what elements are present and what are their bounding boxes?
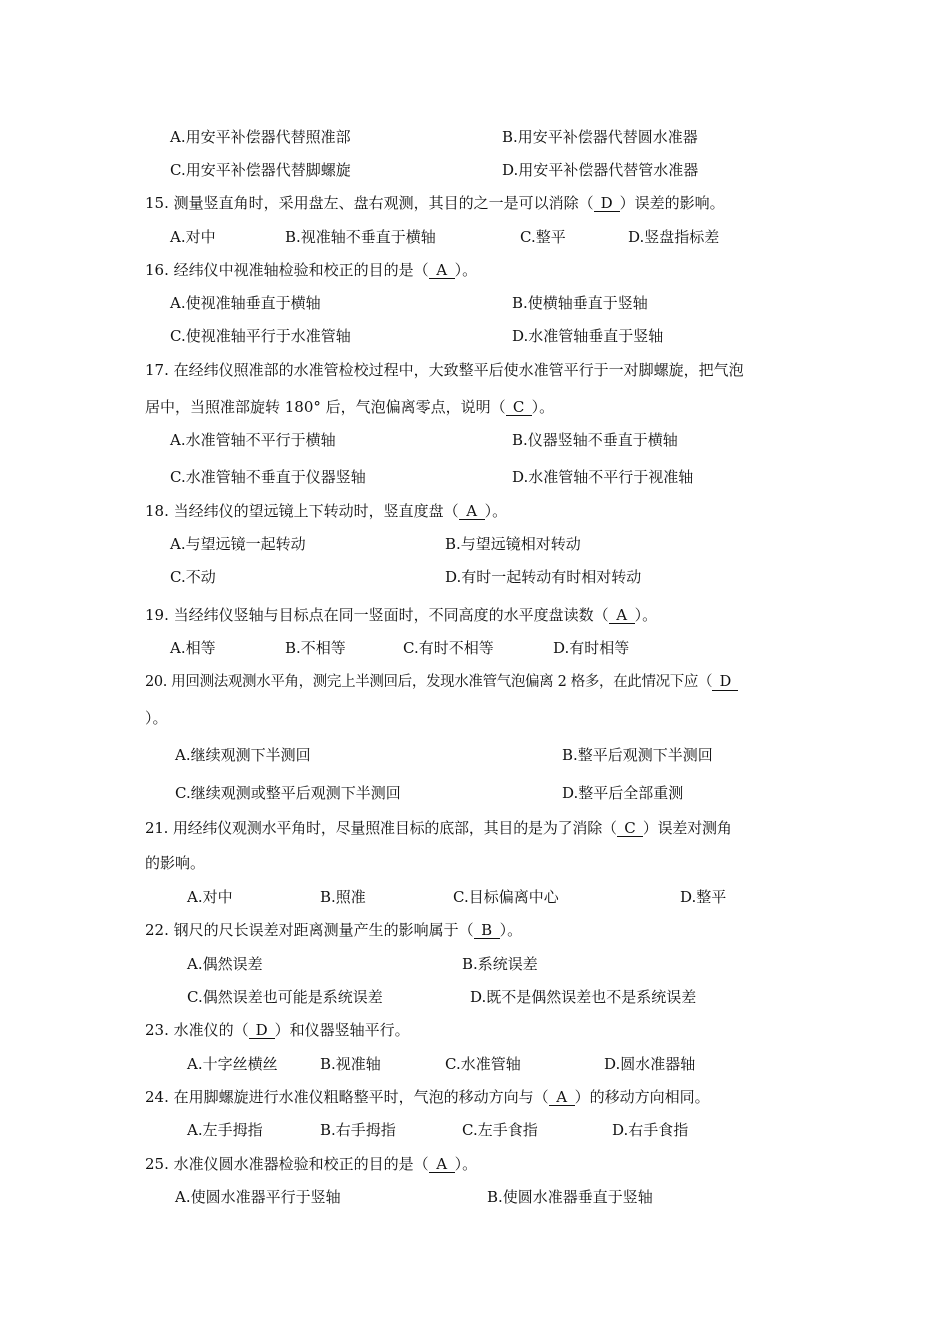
q16-stem-pre: 16. 经纬仪中视准轴检验和校正的目的是（ [145, 261, 429, 279]
q20-option-a: A.继续观测下半测回 [175, 746, 311, 764]
q18-option-a: A.与望远镜一起转动 [170, 535, 306, 553]
q18-option-d: D.有时一起转动有时相对转动 [445, 568, 642, 586]
q14-option-c: C.用安平补偿器代替脚螺旋 [170, 161, 351, 179]
q15-option-a: A.对中 [170, 228, 216, 246]
q15-option-c: C.整平 [520, 228, 566, 246]
q17-option-a: A.水准管轴不平行于横轴 [170, 431, 336, 449]
q16-stem [145, 260, 477, 280]
q21-option-b: B.照准 [320, 888, 366, 906]
q23-option-b: B.视准轴 [320, 1055, 381, 1073]
q19-option-d: D.有时相等 [553, 639, 630, 657]
q16-option-d: D.水准管轴垂直于竖轴 [512, 327, 664, 345]
q20-answer: D [712, 674, 738, 691]
q22-stem [145, 920, 522, 940]
q19-option-c: C.有时不相等 [403, 639, 494, 657]
q24-option-b: B.右手拇指 [320, 1121, 396, 1139]
q25-stem [145, 1154, 477, 1174]
q24-stem-pre: 24. 在用脚螺旋进行水准仪粗略整平时，气泡的移动方向与（ [145, 1088, 549, 1106]
q22-option-b: B.系统误差 [462, 955, 538, 973]
q24-option-c: C.左手食指 [462, 1121, 538, 1139]
q24-option-d: D.右手食指 [612, 1121, 689, 1139]
q15-stem-post: ）误差的影响。 [619, 194, 725, 212]
q20-option-c: C.继续观测或整平后观测下半测回 [175, 784, 401, 802]
q21-option-c: C.目标偏离中心 [453, 888, 559, 906]
q18-option-c: C.不动 [170, 568, 216, 586]
q15-option-d: D.竖盘指标差 [628, 228, 720, 246]
q23-option-c: C.水准管轴 [445, 1055, 521, 1073]
q25-option-b: B.使圆水准器垂直于竖轴 [487, 1188, 653, 1206]
q16-answer: A [429, 262, 455, 279]
q17-option-d: D.水准管轴不平行于视准轴 [512, 468, 694, 486]
q22-stem-post: ）。 [499, 921, 523, 939]
q23-answer: D [249, 1022, 275, 1039]
q18-stem-pre: 18. 当经纬仪的望远镜上下转动时，竖直度盘（ [145, 502, 459, 520]
q22-option-c: C.偶然误差也可能是系统误差 [187, 988, 383, 1006]
q22-option-d: D.既不是偶然误差也不是系统误差 [470, 988, 697, 1006]
q17-option-c: C.水准管轴不垂直于仪器竖轴 [170, 468, 366, 486]
q25-stem-pre: 25. 水准仪圆水准器检验和校正的目的是（ [145, 1155, 429, 1173]
q19-option-a: A.相等 [170, 639, 216, 657]
q17-answer: C [506, 399, 532, 416]
q19-stem [145, 605, 657, 625]
q24-stem [145, 1087, 710, 1107]
q20-stem-post: ）。 [145, 709, 168, 727]
q25-option-a: A.使圆水准器平行于竖轴 [175, 1188, 341, 1206]
q22-answer: B [474, 922, 500, 939]
q17-stem-line2 [145, 397, 554, 417]
q15-answer: D [594, 195, 620, 212]
q18-stem-post: ）。 [484, 502, 508, 520]
q21-stem [145, 818, 732, 838]
q14-option-a: A.用安平补偿器代替照准部 [170, 128, 351, 146]
q14-option-d: D.用安平补偿器代替管水准器 [502, 161, 699, 179]
q17-stem-line1: 17. 在经纬仪照准部的水准管检校过程中，大致整平后使水准管平行于一对脚螺旋，把气泡 [145, 361, 744, 379]
q16-option-c: C.使视准轴平行于水准管轴 [170, 327, 351, 345]
q21-stem-line2: 的影响。 [145, 854, 206, 872]
q21-stem-post: ）误差对测角 [642, 819, 732, 837]
q16-option-b: B.使横轴垂直于竖轴 [512, 294, 648, 312]
q24-answer: A [549, 1089, 575, 1106]
q19-stem-post: ）。 [634, 606, 658, 624]
q22-option-a: A.偶然误差 [187, 955, 263, 973]
q19-answer: A [609, 607, 635, 624]
q23-stem-post: ）和仪器竖轴平行。 [274, 1021, 410, 1039]
q20-stem [145, 672, 738, 692]
q19-option-b: B.不相等 [285, 639, 346, 657]
q24-option-a: A.左手拇指 [187, 1121, 263, 1139]
q15-stem-pre: 15. 测量竖直角时，采用盘左、盘右观测，其目的之一是可以消除（ [145, 194, 594, 212]
q24-stem-post: ）的移动方向相同。 [574, 1088, 710, 1106]
q17-stem-pre: 居中，当照准部旋转 180° 后，气泡偏离零点，说明（ [145, 398, 506, 416]
q21-stem-pre: 21. 用经纬仪观测水平角时，尽量照准目标的底部，其目的是为了消除（ [145, 819, 617, 837]
q16-option-a: A.使视准轴垂直于横轴 [170, 294, 321, 312]
q20-option-d: D.整平后全部重测 [562, 784, 684, 802]
q20-stem-pre: 20. 用回测法观测水平角，测完上半测回后，发现水准管气泡偏离 2 格多，在此情况下应（ [145, 674, 713, 690]
q15-stem [145, 193, 725, 213]
q17-stem-post: ）。 [531, 398, 555, 416]
q21-answer: C [617, 820, 643, 837]
q15-option-b: B.视准轴不垂直于横轴 [285, 228, 436, 246]
q18-stem [145, 501, 507, 521]
q23-stem [145, 1020, 410, 1040]
q18-answer: A [459, 503, 485, 520]
q19-stem-pre: 19. 当经纬仪竖轴与目标点在同一竖面时，不同高度的水平度盘读数（ [145, 606, 609, 624]
q20-option-b: B.整平后观测下半测回 [562, 746, 713, 764]
q16-stem-post: ）。 [454, 261, 478, 279]
q14-option-b: B.用安平补偿器代替圆水准器 [502, 128, 698, 146]
q25-answer: A [429, 1156, 455, 1173]
q23-option-d: D.圆水准器轴 [604, 1055, 696, 1073]
q22-stem-pre: 22. 钢尺的尺长误差对距离测量产生的影响属于（ [145, 921, 474, 939]
q21-option-d: D.整平 [680, 888, 727, 906]
q23-stem-pre: 23. 水准仪的（ [145, 1021, 249, 1039]
q17-option-b: B.仪器竖轴不垂直于横轴 [512, 431, 678, 449]
q23-option-a: A.十字丝横丝 [187, 1055, 278, 1073]
q18-option-b: B.与望远镜相对转动 [445, 535, 581, 553]
q25-stem-post: ）。 [454, 1155, 478, 1173]
q21-option-a: A.对中 [187, 888, 233, 906]
